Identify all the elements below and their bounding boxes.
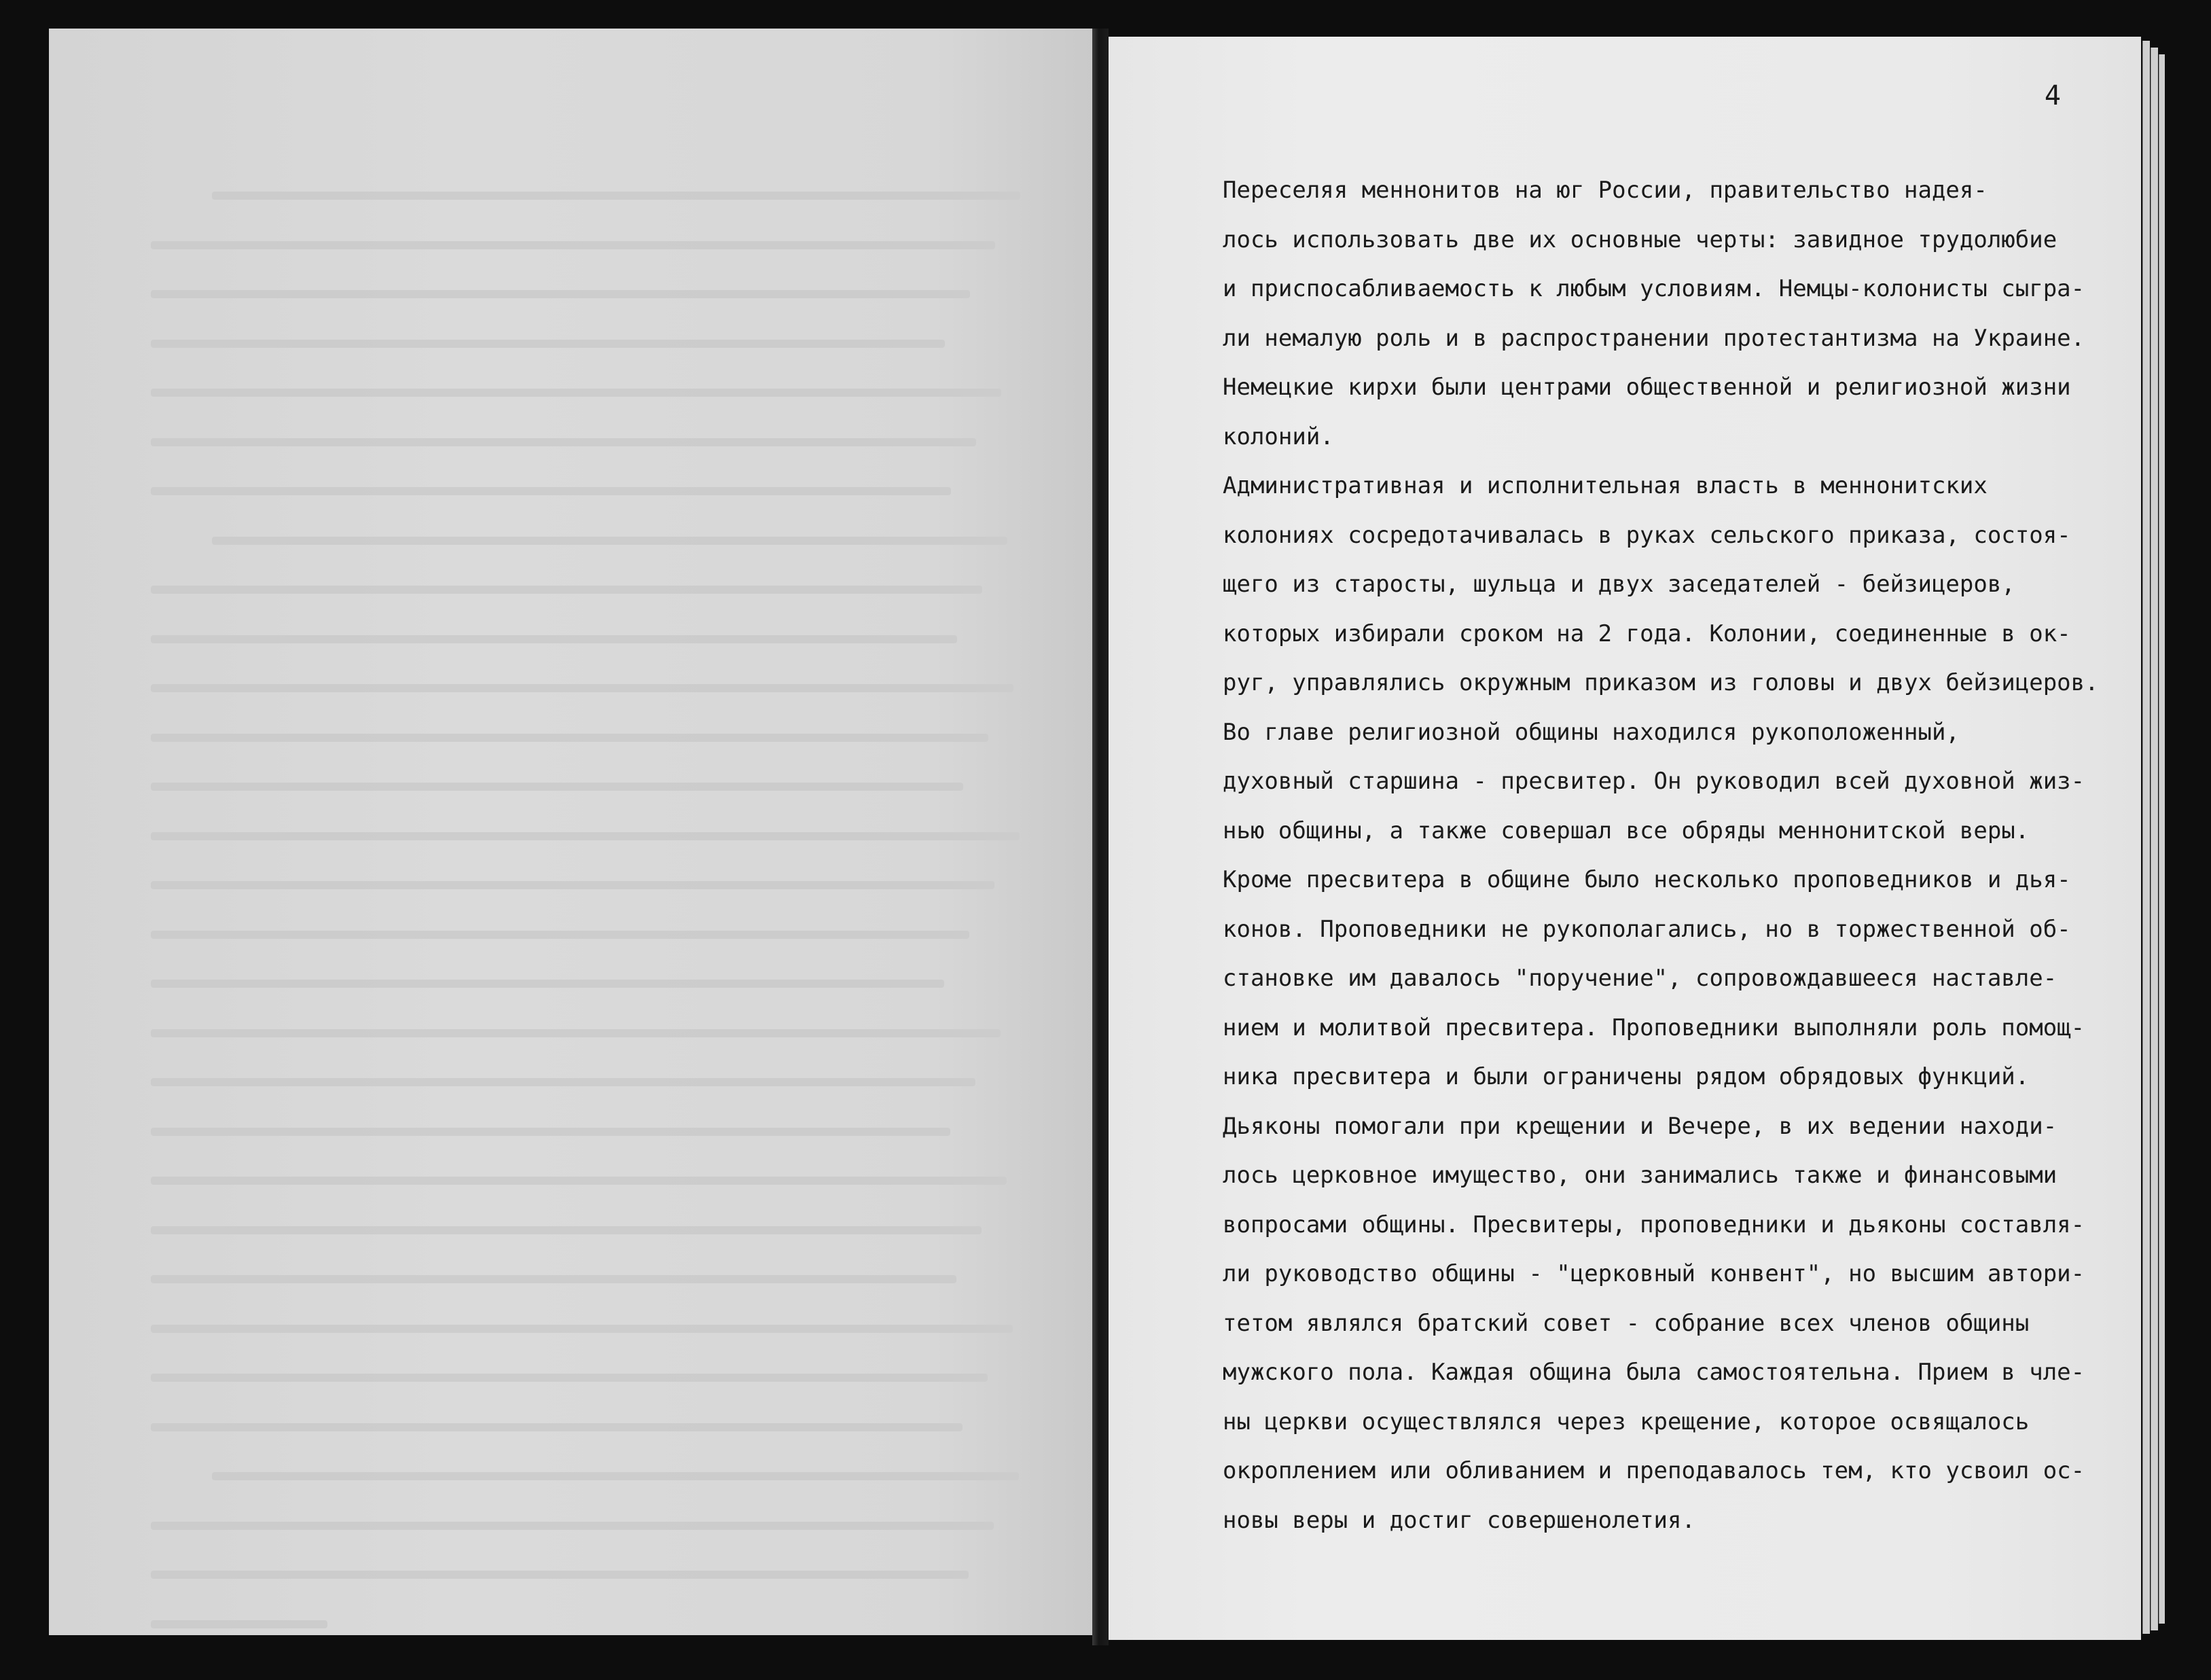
text-line: лось церковное имущество, они занимались также и финансовыми xyxy=(1223,1162,2057,1189)
page-stack-edge xyxy=(2159,54,2165,1624)
bleedthrough-line xyxy=(151,389,1001,397)
typed-text-body xyxy=(1223,166,2146,1545)
bleedthrough-line xyxy=(151,1275,956,1283)
text-line: конов. Проповедники не рукополагались, но в торжественной об- xyxy=(1223,915,2071,943)
text-line: колониях сосредотачивалась в руках сельского приказа, состоя- xyxy=(1223,521,2071,549)
text-line: колоний. xyxy=(1223,423,1334,450)
text-line: нью общины, а также совершал все обряды меннонитской веры. xyxy=(1223,817,2030,844)
text-line: окроплением или обливанием и преподавалось тем, кто усвоил ос- xyxy=(1223,1457,2085,1484)
text-line: руг, управлялись окружным приказом из головы и двух бейзицеров. xyxy=(1223,669,2099,696)
bleedthrough-line xyxy=(151,980,944,988)
paragraph-resettlement xyxy=(1223,166,2146,461)
bleedthrough-line xyxy=(151,684,1013,692)
text-line: новы веры и достиг совершенолетия. xyxy=(1223,1506,1695,1534)
page-stack-edge xyxy=(2151,48,2158,1630)
bleedthrough-line xyxy=(151,1177,1007,1185)
bleedthrough-line xyxy=(151,1571,969,1579)
text-line: ли немалую роль и в распространении протестантизма на Украине. xyxy=(1223,324,2085,352)
page-number: 4 xyxy=(2044,80,2061,111)
text-line: нием и молитвой пресвитера. Проповедники выполняли роль помощ- xyxy=(1223,1014,2085,1041)
bleedthrough-line xyxy=(212,192,1020,200)
text-line: тетом являлся братский совет - собрание всех членов общины xyxy=(1223,1309,2030,1337)
text-line: и приспосабливаемость к любым условиям. Немцы-колонисты сыгра- xyxy=(1223,275,2085,302)
text-line: Административная и исполнительная власть в меннонитских xyxy=(1223,472,1988,499)
paragraph-administration xyxy=(1223,461,2146,708)
text-line: Переселяя меннонитов на юг России, правительство надея- xyxy=(1223,177,1988,204)
text-line: лось использовать две их основные черты: завидное трудолюбие xyxy=(1223,226,2057,253)
text-line: ли руководство общины - "церковный конвент", но высшим автори- xyxy=(1223,1260,2085,1287)
bleedthrough-line xyxy=(151,1226,982,1234)
bleedthrough-line xyxy=(151,1325,1013,1333)
bleedthrough-line xyxy=(151,1029,1001,1037)
bleedthrough-line xyxy=(151,931,969,939)
text-line: становке им давалось "поручение", сопровождавшееся наставле- xyxy=(1223,965,2057,992)
text-line: щего из старосты, шульца и двух заседателей - бейзицеров, xyxy=(1223,571,2015,598)
text-line: которых избирали сроком на 2 года. Колонии, соединенные в ок- xyxy=(1223,620,2071,647)
text-line: Дьяконы помогали при крещении и Вечере, в их ведении находи- xyxy=(1223,1112,2057,1140)
bleedthrough-line xyxy=(151,340,945,348)
left-page-blank xyxy=(49,29,1094,1635)
text-line: мужского пола. Каждая община была самостоятельна. Прием в чле- xyxy=(1223,1359,2085,1386)
bleedthrough-line xyxy=(151,290,970,298)
bleedthrough-line xyxy=(151,1128,950,1136)
text-line: ны церкви осуществлялся через крещение, которое освящалось xyxy=(1223,1408,2030,1435)
right-page xyxy=(1109,37,2141,1640)
bleedthrough-line xyxy=(151,881,994,889)
bleedthrough-line xyxy=(151,586,982,594)
page-stack-edge xyxy=(2142,41,2150,1634)
bleedthrough-line xyxy=(151,438,976,446)
text-line: вопросами общины. Пресвитеры, проповедники и дьяконы составля- xyxy=(1223,1211,2085,1238)
bleedthrough-line xyxy=(151,1620,327,1628)
bleedthrough-line xyxy=(151,1423,963,1431)
bleedthrough-line xyxy=(212,537,1007,545)
bleedthrough-line xyxy=(151,241,995,249)
bleedthrough-line xyxy=(151,734,988,742)
bleedthrough-line xyxy=(151,1522,994,1530)
bleedthrough-line xyxy=(151,635,957,643)
bleedthrough-line xyxy=(212,1472,1019,1480)
text-line: Во главе религиозной общины находился рукоположенный, xyxy=(1223,718,1960,746)
book-gutter xyxy=(1092,29,1109,1645)
bleedthrough-line xyxy=(151,1374,988,1382)
text-line: ника пресвитера и были ограничены рядом обрядовых функций. xyxy=(1223,1063,2030,1090)
bleedthrough-line xyxy=(151,783,963,791)
text-line: духовный старшина - пресвитер. Он руководил всей духовной жиз- xyxy=(1223,768,2085,795)
text-line: Немецкие кирхи были центрами общественной и религиозной жизни xyxy=(1223,374,2071,401)
text-line: Кроме пресвитера в общине было несколько проповедников и дья- xyxy=(1223,866,2071,893)
paragraph-religious-community xyxy=(1223,708,2146,1545)
bleedthrough-line xyxy=(151,1078,975,1086)
bleedthrough-line xyxy=(151,832,1020,840)
bleedthrough-line xyxy=(151,487,951,495)
